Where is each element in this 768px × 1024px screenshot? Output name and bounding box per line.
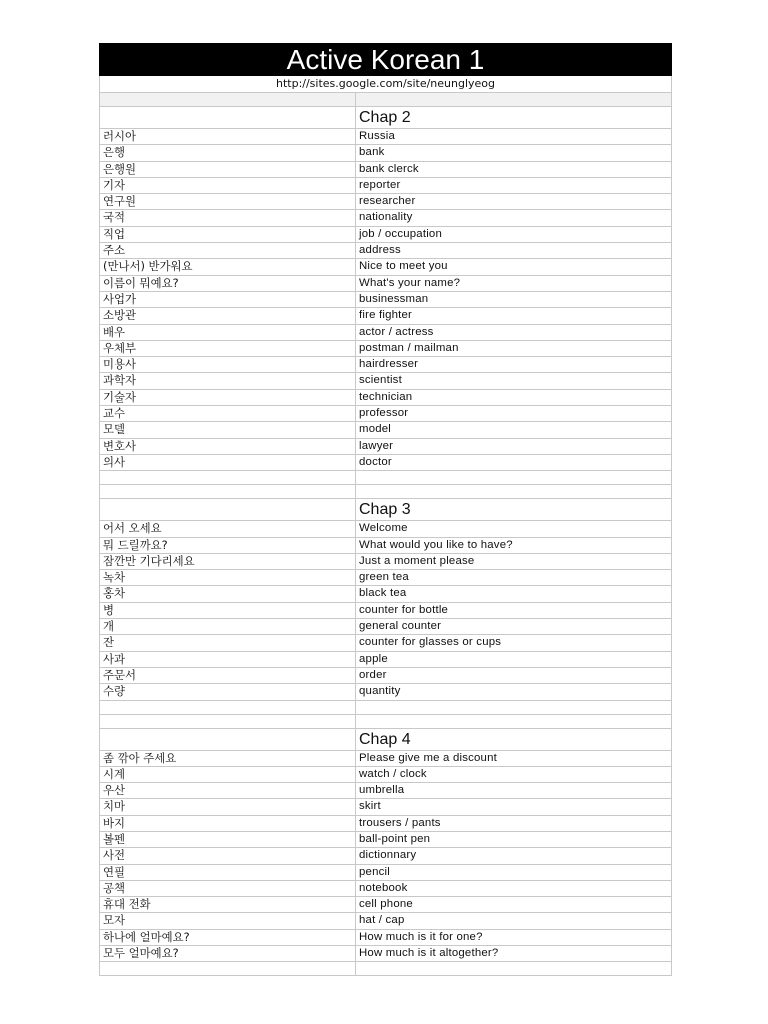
english-meaning: cell phone	[356, 897, 672, 913]
english-meaning: lawyer	[356, 438, 672, 454]
vocab-row	[100, 586, 672, 602]
blank-cell	[356, 471, 672, 485]
vocab-row	[100, 553, 672, 569]
vocab-row	[100, 848, 672, 864]
korean-term: 은행원	[100, 161, 356, 177]
blank-cell	[100, 700, 356, 714]
korean-term: 주소	[100, 243, 356, 259]
korean-term: 과학자	[100, 373, 356, 389]
korean-term: 의사	[100, 454, 356, 470]
vocab-row	[100, 243, 672, 259]
english-meaning: professor	[356, 406, 672, 422]
vocab-row	[100, 226, 672, 242]
spacer-row	[100, 93, 672, 107]
vocab-row	[100, 406, 672, 422]
english-meaning: How much is it for one?	[356, 929, 672, 945]
korean-term: 우체부	[100, 340, 356, 356]
korean-term: 병	[100, 602, 356, 618]
vocab-row	[100, 946, 672, 962]
vocab-row	[100, 275, 672, 291]
blank-cell	[356, 714, 672, 728]
english-meaning: order	[356, 667, 672, 683]
vocab-row	[100, 570, 672, 586]
korean-term: 사과	[100, 651, 356, 667]
vocab-row	[100, 438, 672, 454]
blank-row	[100, 700, 672, 714]
korean-term: 어서 오세요	[100, 521, 356, 537]
english-meaning: businessman	[356, 291, 672, 307]
english-meaning: address	[356, 243, 672, 259]
chapter-heading: Chap 3	[356, 499, 672, 521]
english-meaning: pencil	[356, 864, 672, 880]
korean-term: 러시아	[100, 129, 356, 145]
chapter-heading-row	[100, 107, 672, 129]
title-row	[100, 44, 672, 76]
korean-term: 연구원	[100, 194, 356, 210]
vocab-row	[100, 291, 672, 307]
vocab-row	[100, 815, 672, 831]
english-meaning: What would you like to have?	[356, 537, 672, 553]
chapter-heading: Chap 2	[356, 107, 672, 129]
english-meaning: model	[356, 422, 672, 438]
vocab-row	[100, 537, 672, 553]
vocab-row	[100, 831, 672, 847]
korean-term: 잠깐만 기다리세요	[100, 553, 356, 569]
korean-term: 이름이 뭐예요?	[100, 275, 356, 291]
vocab-row	[100, 145, 672, 161]
korean-term: 잔	[100, 635, 356, 651]
korean-term: 시계	[100, 766, 356, 782]
korean-term: 미용사	[100, 357, 356, 373]
vocab-row	[100, 340, 672, 356]
vocab-row	[100, 783, 672, 799]
english-meaning: Just a moment please	[356, 553, 672, 569]
korean-term: 녹차	[100, 570, 356, 586]
vocab-row	[100, 129, 672, 145]
english-meaning: dictionnary	[356, 848, 672, 864]
vocab-row	[100, 684, 672, 700]
english-meaning: scientist	[356, 373, 672, 389]
vocab-row	[100, 422, 672, 438]
english-meaning: actor / actress	[356, 324, 672, 340]
english-meaning: quantity	[356, 684, 672, 700]
vocab-row	[100, 864, 672, 880]
korean-term: 치마	[100, 799, 356, 815]
korean-term: 휴대 전화	[100, 897, 356, 913]
korean-term: 수량	[100, 684, 356, 700]
english-meaning: Welcome	[356, 521, 672, 537]
english-meaning: Nice to meet you	[356, 259, 672, 275]
vocab-row	[100, 259, 672, 275]
korean-term: (만나서) 반가워요	[100, 259, 356, 275]
blank-cell	[100, 962, 356, 976]
english-meaning: researcher	[356, 194, 672, 210]
vocab-row	[100, 635, 672, 651]
korean-term: 좀 깎아 주세요	[100, 750, 356, 766]
english-meaning: apple	[356, 651, 672, 667]
vocab-row	[100, 161, 672, 177]
vocab-row	[100, 667, 672, 683]
korean-term: 교수	[100, 406, 356, 422]
vocab-row	[100, 602, 672, 618]
korean-term: 배우	[100, 324, 356, 340]
vocab-row	[100, 897, 672, 913]
korean-term: 기술자	[100, 389, 356, 405]
vocab-row	[100, 880, 672, 896]
chapter-heading-spacer	[100, 499, 356, 521]
vocab-row	[100, 194, 672, 210]
korean-term: 모두 얼마예요?	[100, 946, 356, 962]
english-meaning: counter for bottle	[356, 602, 672, 618]
english-meaning: bank	[356, 145, 672, 161]
english-meaning: counter for glasses or cups	[356, 635, 672, 651]
chapter-heading-spacer	[100, 728, 356, 750]
blank-cell	[356, 485, 672, 499]
korean-term: 소방관	[100, 308, 356, 324]
vocab-row	[100, 799, 672, 815]
vocab-row	[100, 750, 672, 766]
blank-cell	[356, 962, 672, 976]
english-meaning: Please give me a discount	[356, 750, 672, 766]
korean-term: 변호사	[100, 438, 356, 454]
korean-term: 개	[100, 619, 356, 635]
korean-term: 바지	[100, 815, 356, 831]
korean-term: 볼펜	[100, 831, 356, 847]
english-meaning: hairdresser	[356, 357, 672, 373]
vocab-row	[100, 929, 672, 945]
blank-row	[100, 962, 672, 976]
english-meaning: notebook	[356, 880, 672, 896]
english-meaning: green tea	[356, 570, 672, 586]
korean-term: 주문서	[100, 667, 356, 683]
blank-cell	[100, 714, 356, 728]
blank-row	[100, 485, 672, 499]
vocab-row	[100, 308, 672, 324]
korean-term: 하나에 얼마예요?	[100, 929, 356, 945]
blank-cell	[100, 471, 356, 485]
vocab-row	[100, 324, 672, 340]
korean-term: 국적	[100, 210, 356, 226]
english-meaning: postman / mailman	[356, 340, 672, 356]
english-meaning: How much is it altogether?	[356, 946, 672, 962]
korean-term: 직업	[100, 226, 356, 242]
source-url[interactable]: http://sites.google.com/site/neunglyeog	[100, 76, 672, 93]
english-meaning: black tea	[356, 586, 672, 602]
blank-cell	[356, 700, 672, 714]
korean-term: 공책	[100, 880, 356, 896]
english-meaning: Russia	[356, 129, 672, 145]
english-meaning: technician	[356, 389, 672, 405]
korean-term: 모델	[100, 422, 356, 438]
vocab-row	[100, 177, 672, 193]
english-meaning: watch / clock	[356, 766, 672, 782]
blank-cell	[100, 485, 356, 499]
blank-row	[100, 714, 672, 728]
english-meaning: nationality	[356, 210, 672, 226]
spacer-cell	[100, 93, 356, 107]
vocab-row	[100, 210, 672, 226]
korean-term: 우산	[100, 783, 356, 799]
chapter-heading-row	[100, 499, 672, 521]
chapter-heading: Chap 4	[356, 728, 672, 750]
korean-term: 기자	[100, 177, 356, 193]
english-meaning: ball-point pen	[356, 831, 672, 847]
english-meaning: What's your name?	[356, 275, 672, 291]
english-meaning: fire fighter	[356, 308, 672, 324]
english-meaning: skirt	[356, 799, 672, 815]
korean-term: 뭐 드릴까요?	[100, 537, 356, 553]
vocabulary-sheet	[99, 43, 671, 976]
vocab-row	[100, 357, 672, 373]
vocabulary-table-body	[100, 44, 672, 976]
korean-term: 사전	[100, 848, 356, 864]
url-row	[100, 76, 672, 93]
english-meaning: doctor	[356, 454, 672, 470]
sheet-title: Active Korean 1	[100, 44, 672, 76]
vocabulary-table	[99, 43, 672, 976]
english-meaning: job / occupation	[356, 226, 672, 242]
vocab-row	[100, 651, 672, 667]
vocab-row	[100, 373, 672, 389]
chapter-heading-row	[100, 728, 672, 750]
english-meaning: reporter	[356, 177, 672, 193]
english-meaning: general counter	[356, 619, 672, 635]
english-meaning: umbrella	[356, 783, 672, 799]
spacer-cell	[356, 93, 672, 107]
korean-term: 사업가	[100, 291, 356, 307]
vocab-row	[100, 766, 672, 782]
english-meaning: bank clerck	[356, 161, 672, 177]
vocab-row	[100, 454, 672, 470]
korean-term: 연필	[100, 864, 356, 880]
english-meaning: trousers / pants	[356, 815, 672, 831]
chapter-heading-spacer	[100, 107, 356, 129]
vocab-row	[100, 521, 672, 537]
vocab-row	[100, 389, 672, 405]
korean-term: 모자	[100, 913, 356, 929]
english-meaning: hat / cap	[356, 913, 672, 929]
korean-term: 은행	[100, 145, 356, 161]
vocab-row	[100, 619, 672, 635]
blank-row	[100, 471, 672, 485]
korean-term: 홍차	[100, 586, 356, 602]
vocab-row	[100, 913, 672, 929]
